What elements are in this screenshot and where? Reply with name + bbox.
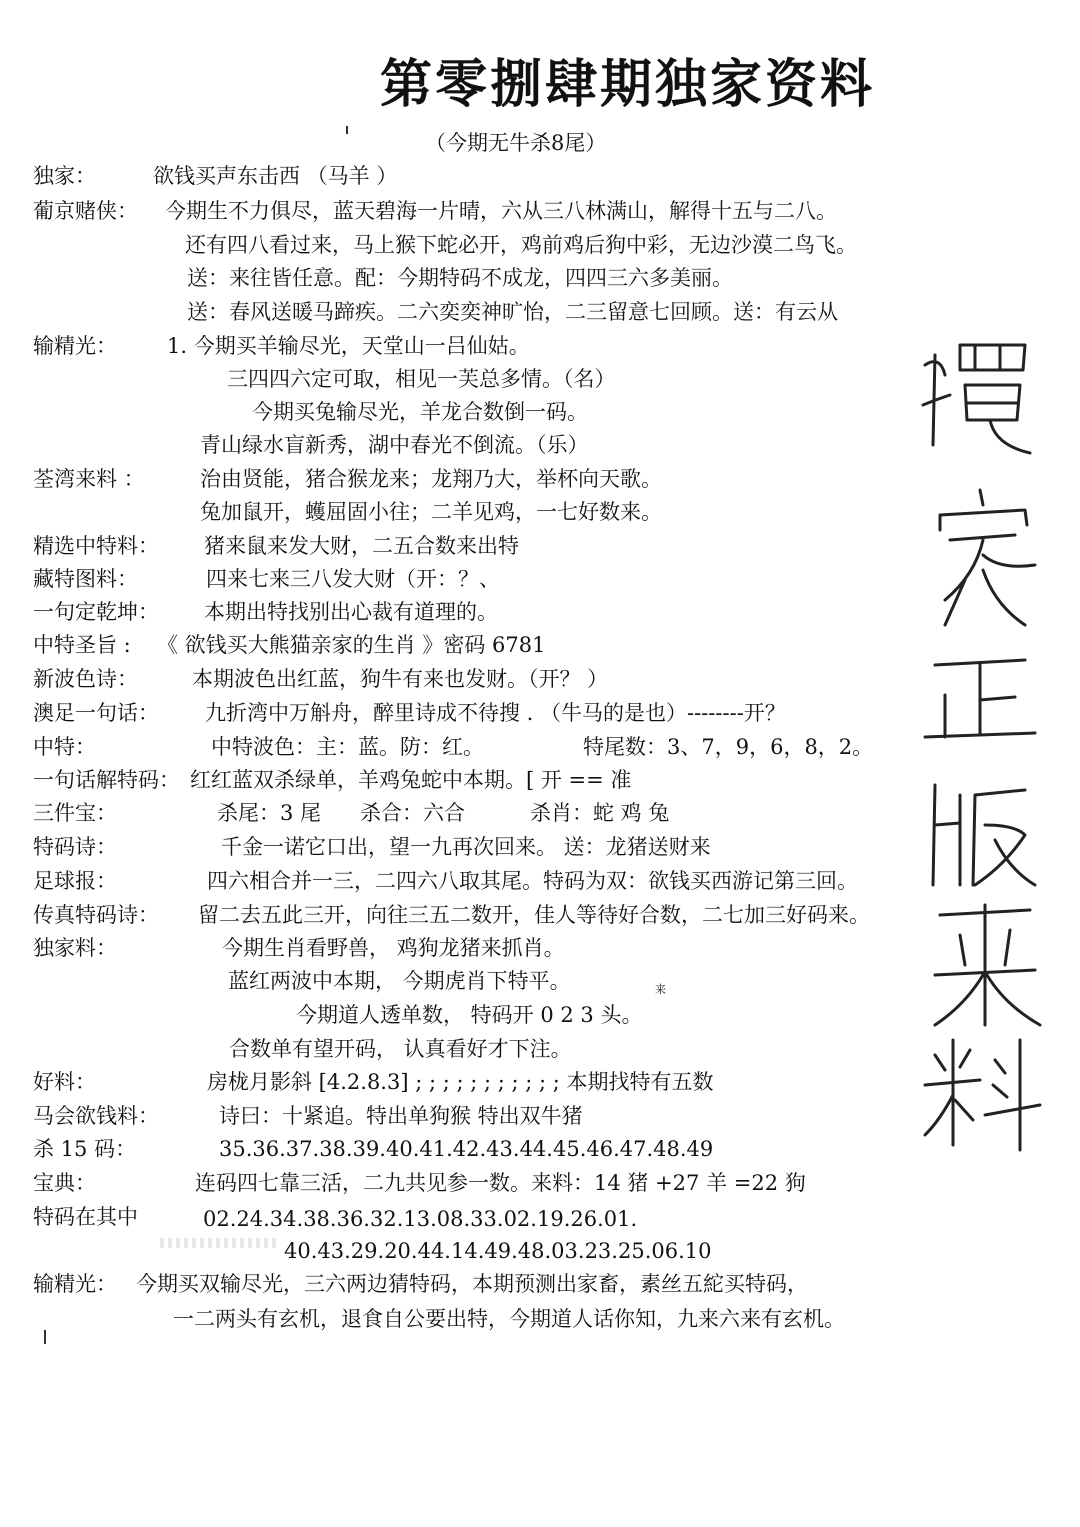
- section-line: 今期道人透单数， 特码开 0 2 3 头。: [296, 1003, 643, 1027]
- section-label-xinbose: 新波色诗：: [33, 667, 138, 691]
- page-title: 第零捌肆期独家资料: [380, 55, 876, 115]
- section-label-mahui: 马会欲钱料：: [33, 1104, 159, 1128]
- section-line: 青山绿水盲新秀，湖中春光不倒流。（乐）: [200, 433, 589, 457]
- page-subtitle: （今期无牛杀8尾）: [425, 131, 607, 155]
- section-label-shujingguang-2: 输精光：: [33, 1272, 117, 1296]
- section-label-dujialiao: 独家料：: [33, 936, 117, 960]
- section-line: 送：来往皆任意。配：今期特码不成龙，四四三六多美丽。: [187, 266, 733, 290]
- section-line: 35.36.37.38.39.40.41.42.43.44.45.46.47.48.49: [219, 1137, 714, 1161]
- section-line: 《 欲钱买大熊猫亲家的生肖 》密码 6781: [157, 633, 546, 657]
- section-label-yiju: 一句定乾坤：: [33, 600, 159, 624]
- small-mark: 来: [655, 983, 666, 996]
- section-label-cangte: 藏特图料：: [33, 567, 138, 591]
- section-label-haoliao: 好料：: [33, 1070, 96, 1094]
- section-line: 1. 今期买羊输尽光，天堂山一吕仙姑。: [167, 334, 530, 358]
- section-line: 本期波色出红蓝，狗牛有来也发财。（开？ ）: [192, 667, 609, 691]
- section-label-shujingguang: 输精光：: [33, 334, 117, 358]
- section-label-sanjianbao: 三件宝：: [33, 801, 117, 825]
- section-line: 猪来鼠来发大财，二五合数来出特: [204, 534, 519, 558]
- section-label-aozu: 澳足一句话：: [33, 701, 159, 725]
- section-line: 房栊月影斜 [4.2.8.3] ; ; ; ; ; ; ; ; ; ; ; 本期找特有五数: [207, 1070, 714, 1094]
- section-line: 今期生不力俱尽，蓝天碧海一片晴，六从三八林满山，解得十五与二八。: [165, 199, 837, 223]
- section-line: 中特波色：主：蓝。防：红。: [211, 735, 484, 759]
- section-label-zhongte: 中特：: [33, 735, 96, 759]
- section-line: 三四四六定可取，相见一芙总多情。（名）: [227, 367, 616, 391]
- scan-speck: [346, 126, 348, 134]
- section-label-zuqiubao: 足球报：: [33, 869, 117, 893]
- section-label-temashi: 特码诗：: [33, 835, 117, 859]
- side-calligraphy-stamp: [905, 325, 1055, 1155]
- section-line: 合数单有望开码， 认真看好才下注。: [229, 1037, 572, 1061]
- section-label-baodian: 宝典：: [33, 1171, 96, 1195]
- section-label-zhongte-shengzhi: 中特圣旨 :: [33, 633, 131, 657]
- section-label-chuanzhen: 传真特码诗：: [33, 903, 159, 927]
- section-label-pujing: 葡京赌侠：: [33, 199, 138, 223]
- section-line: 兔加鼠开，蠖屈固小往；二羊见鸡，一七好数来。: [200, 500, 662, 524]
- section-line: 千金一诺它口出，望一九再次回来。 送：龙猪送财来: [221, 835, 711, 859]
- section-line: 杀合：六合: [360, 801, 465, 825]
- section-line: 本期出特找别出心裁有道理的。: [204, 600, 498, 624]
- section-line: 今期生肖看野兽， 鸡狗龙猪来抓肖。: [222, 936, 565, 960]
- calligraphy-artwork: [905, 325, 1055, 1155]
- section-line: 治由贤能，猪合猴龙来；龙翔乃大，举杯向天歌。: [200, 467, 662, 491]
- section-line: 今期买兔输尽光，羊龙合数倒一码。: [252, 400, 588, 424]
- scan-speck: [44, 1330, 46, 1344]
- section-line: 四六相合并一三，二四六八取其尾。特码为双：欲钱买西游记第三回。: [207, 869, 858, 893]
- section-line: 今期买双输尽光，三六两边猜特码，本期预测出家畜，素丝五紽买特码，: [136, 1272, 808, 1296]
- section-line: 欲钱买声东击西 （马羊 ）: [153, 164, 398, 188]
- section-label-jingxuan: 精选中特料：: [33, 534, 159, 558]
- section-line: 还有四八看过来，马上猴下蛇必开，鸡前鸡后狗中彩，无边沙漠二鸟飞。: [185, 233, 857, 257]
- section-line: 红红蓝双杀绿单，羊鸡兔蛇中本期。[ 开 == 准: [190, 768, 632, 792]
- section-line: 40.43.29.20.44.14.49.48.03.23.25.06.10: [284, 1239, 712, 1263]
- section-label-dujia: 独家：: [33, 164, 96, 188]
- section-line: 杀尾：3 尾: [217, 801, 322, 825]
- section-label-quanwan: 荃湾来料 ：: [33, 467, 145, 491]
- section-line: 杀肖：蛇 鸡 兔: [530, 801, 670, 825]
- section-line: 留二去五此三开，向往三五二数开，佳人等待好合数，二七加三好码来。: [198, 903, 870, 927]
- section-line: 一二两头有玄机，退食自公要出特，今期道人话你知，九来六来有玄机。: [173, 1307, 845, 1331]
- section-label-yijuhua: 一句话解特码：: [33, 768, 180, 792]
- section-line: 特尾数：3、7，9，6，8，2。: [583, 735, 874, 759]
- section-line: 连码四七靠三活，二九共见参一数。来料：14 猪 +27 羊 =22 狗: [195, 1171, 806, 1195]
- section-line: 九折湾中万斛舟，醉里诗成不待搜 . （牛马的是也）--------开？: [205, 701, 786, 725]
- section-label-temazaiqizhong: 特码在其中: [33, 1205, 138, 1229]
- section-label-sha15: 杀 15 码：: [33, 1137, 137, 1161]
- section-line: 蓝红两波中本期， 今期虎肖下特平。: [228, 969, 571, 993]
- section-line: 02.24.34.38.36.32.13.08.33.02.19.26.01.: [203, 1207, 638, 1231]
- section-line: 诗曰：十紧追。特出单狗猴 特出双牛猪: [219, 1104, 583, 1128]
- section-line: 送：春风送暖马蹄疾。二六奕奕神旷怡，二三留意七回顾。送：有云从: [187, 300, 838, 324]
- scan-noise: [160, 1238, 280, 1248]
- section-line: 四来七来三八发大财（开：？、: [206, 567, 500, 591]
